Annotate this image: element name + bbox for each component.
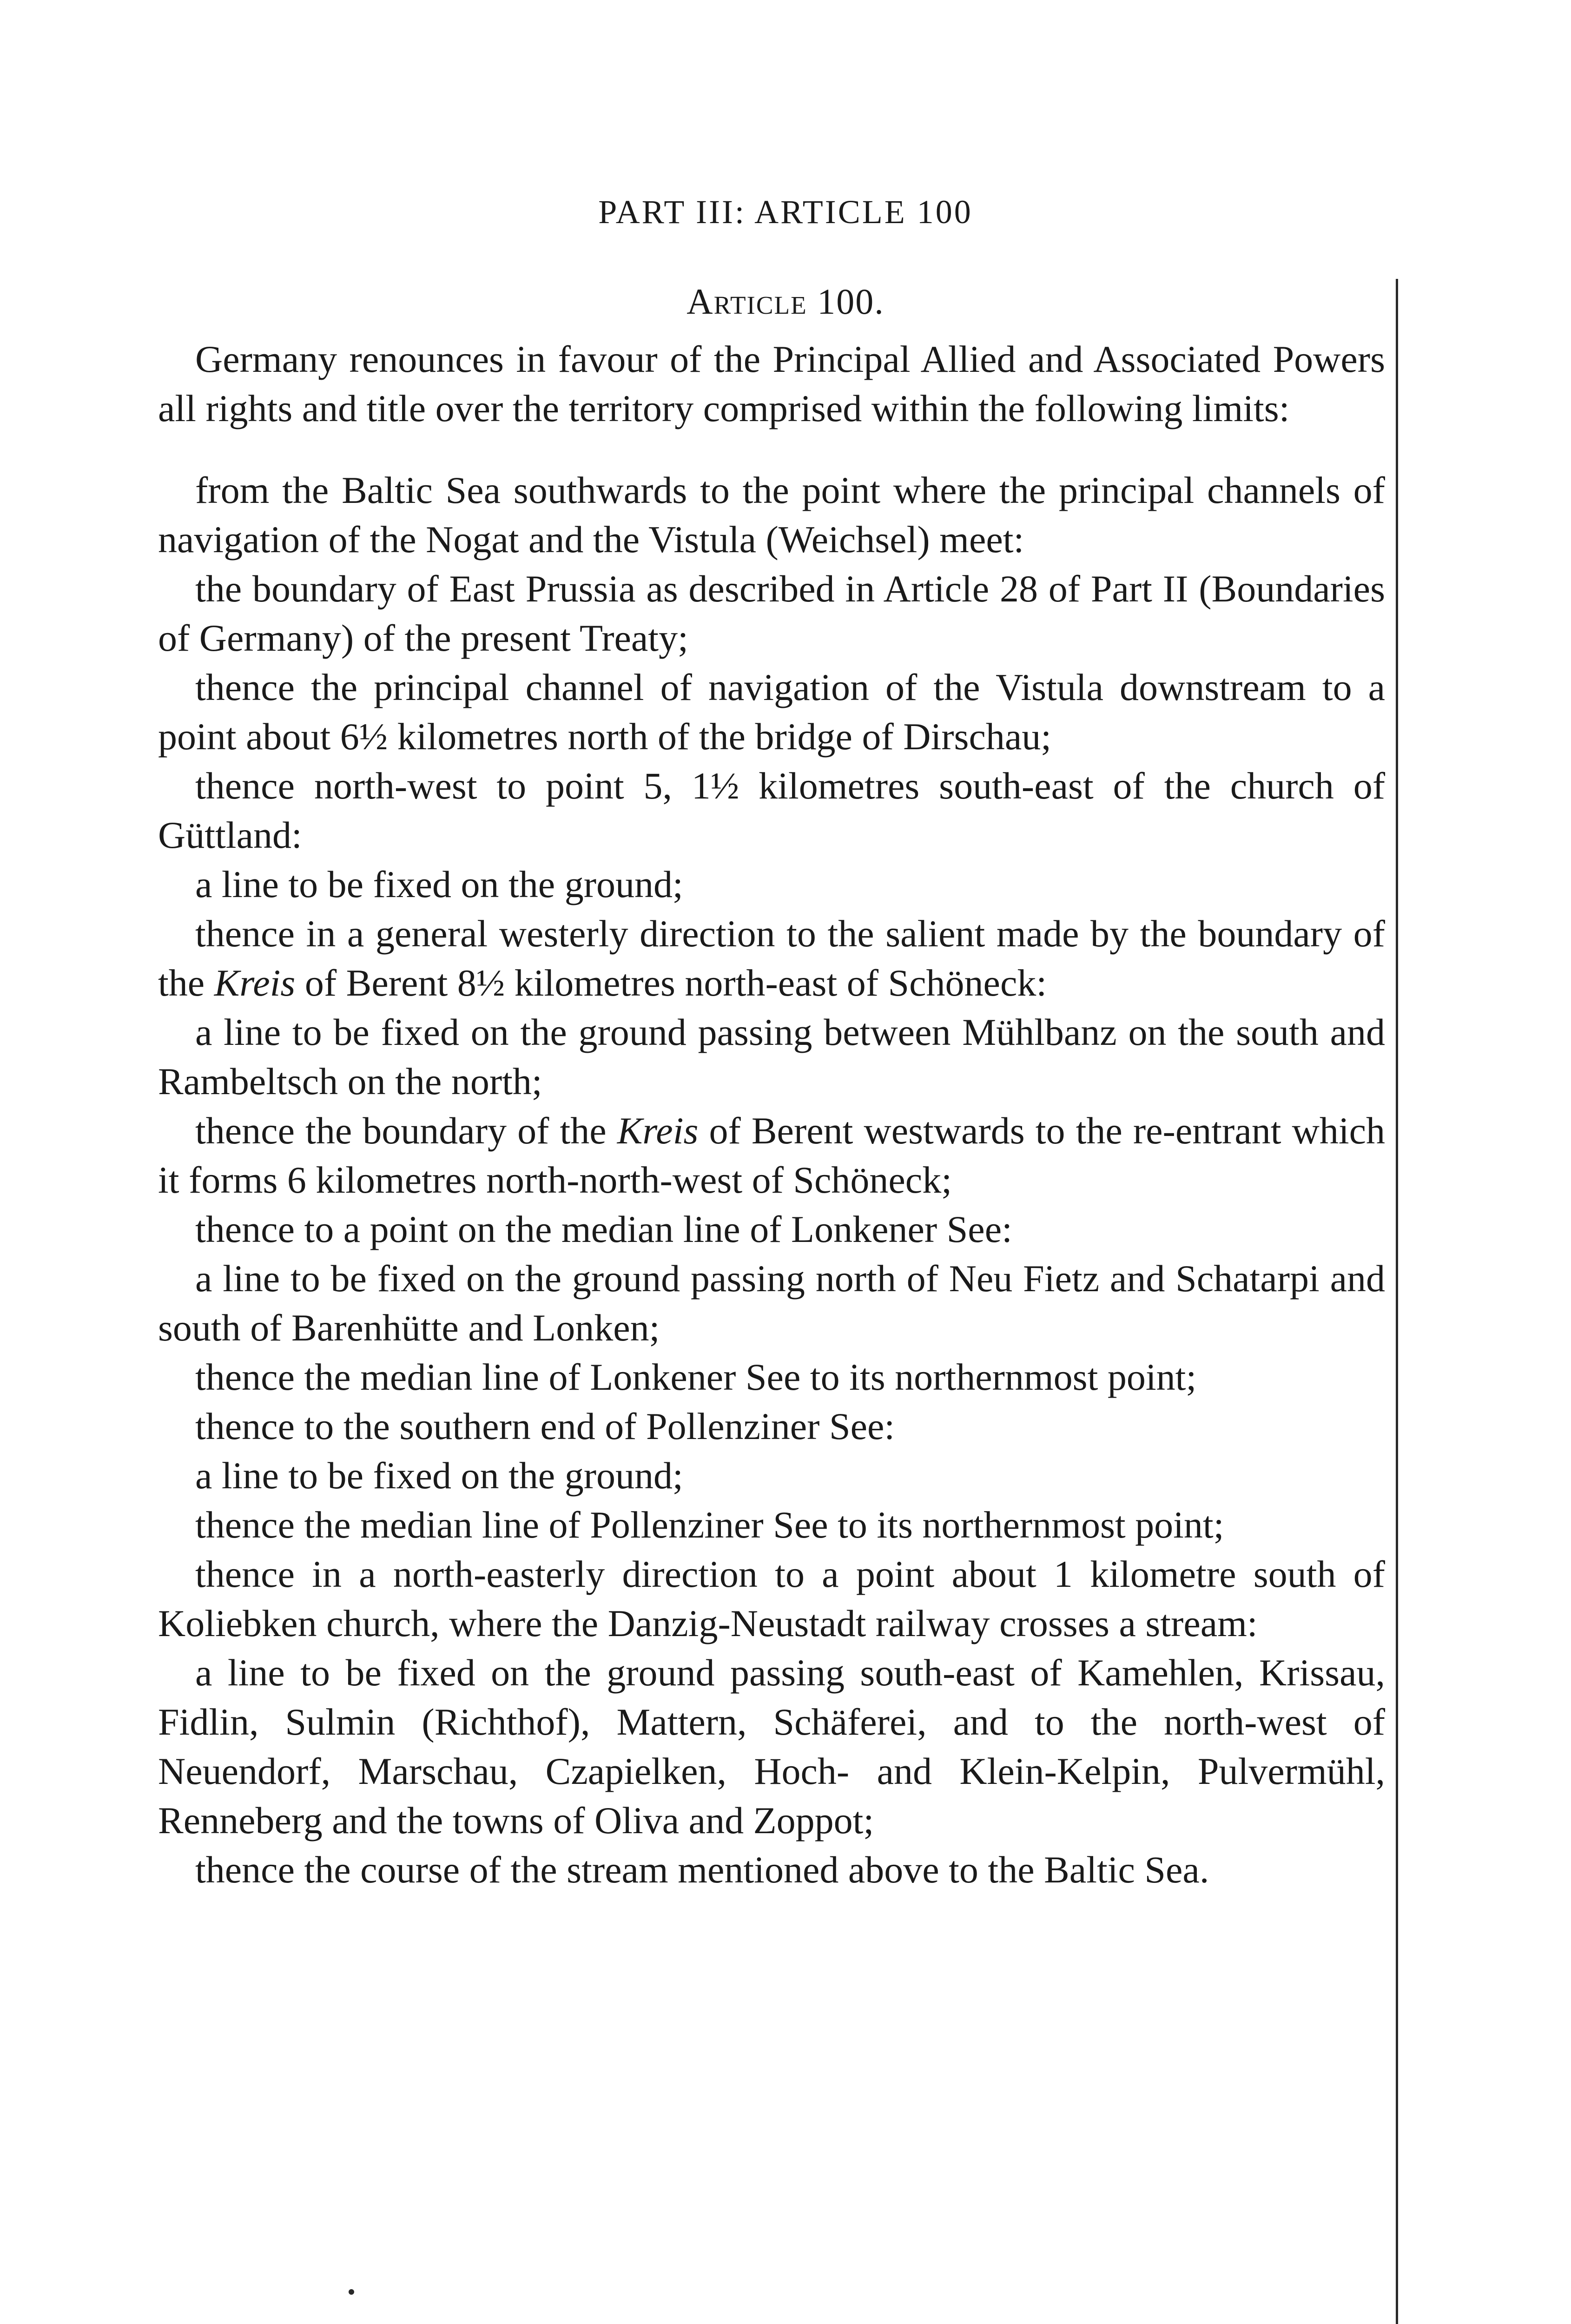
boundary-paragraph: thence the principal channel of navigation of the Vistula downstream to a point about 6½ kilometres north of the bridge of Dirschau; bbox=[158, 666, 1385, 758]
boundary-paragraph: thence in a general westerly direction to the salient made by the boundary of the Kreis of Berent 8½ kilometres north-east of Schöneck: bbox=[158, 912, 1385, 1004]
boundary-paragraph: a line to be fixed on the ground passing north of Neu Fietz and Schatarpi and south of Barenhütte and Lonken; bbox=[158, 1257, 1385, 1349]
boundary-paragraph: a line to be fixed on the ground; bbox=[195, 863, 683, 905]
boundary-paragraph: thence the median line of Lonkener See to its northernmost point; bbox=[195, 1356, 1197, 1398]
intro-paragraph: Germany renounces in favour of the Principal Allied and Associated Powers all rights and title over the territory comprised within the following limits: bbox=[158, 338, 1385, 429]
boundary-paragraph: thence the boundary of the Kreis of Berent westwards to the re-entrant which it forms 6 kilometres north-north-west of Schöneck; bbox=[158, 1109, 1385, 1201]
boundary-paragraph: thence to the southern end of Pollenziner See: bbox=[195, 1405, 895, 1447]
boundary-paragraph: thence in a north-easterly direction to a point about 1 kilometre south of Koliebken church, where the Danzig-Neustadt railway crosses a stream: bbox=[158, 1553, 1385, 1644]
boundary-paragraph: a line to be fixed on the ground passing between Mühlbanz on the south and Rambeltsch on the north; bbox=[158, 1011, 1385, 1103]
boundary-paragraph: thence the median line of Pollenziner See to its northernmost point; bbox=[195, 1504, 1224, 1546]
kreis-term: Kreis bbox=[214, 962, 296, 1004]
boundary-paragraph: thence to a point on the median line of Lonkener See: bbox=[195, 1208, 1012, 1250]
article-heading: Article 100. bbox=[686, 281, 885, 322]
article-body bbox=[158, 335, 1385, 1895]
boundary-paragraph: thence the course of the stream mentioned above to the Baltic Sea. bbox=[195, 1849, 1209, 1891]
margin-rule bbox=[1396, 279, 1398, 2324]
boundary-paragraph: from the Baltic Sea southwards to the point where the principal channels of navigation of the Nogat and the Vistula (Weichsel) meet: bbox=[158, 469, 1385, 561]
boundary-paragraph: a line to be fixed on the ground passing south-east of Kamehlen, Krissau, Fidlin, Sulmin (Richthof), Mattern, Schäferei, and to the north-west of Neuendorf, Marschau, Czapielken, Hoch- and Klein-Kelpin, Pulvermühl, Renneberg and the towns of Oliva and Zoppot; bbox=[158, 1651, 1385, 1842]
boundary-paragraph: the boundary of East Prussia as described in Article 28 of Part II (Boundaries of Germany) of the present Treaty; bbox=[158, 568, 1385, 659]
kreis-term: Kreis bbox=[617, 1109, 699, 1152]
running-head: PART III: ARTICLE 100 bbox=[598, 193, 973, 231]
boundary-paragraph: thence north-west to point 5, 1½ kilometres south-east of the church of Güttland: bbox=[158, 765, 1385, 856]
boundary-paragraph: a line to be fixed on the ground; bbox=[195, 1454, 683, 1497]
ink-speck bbox=[349, 2289, 354, 2295]
